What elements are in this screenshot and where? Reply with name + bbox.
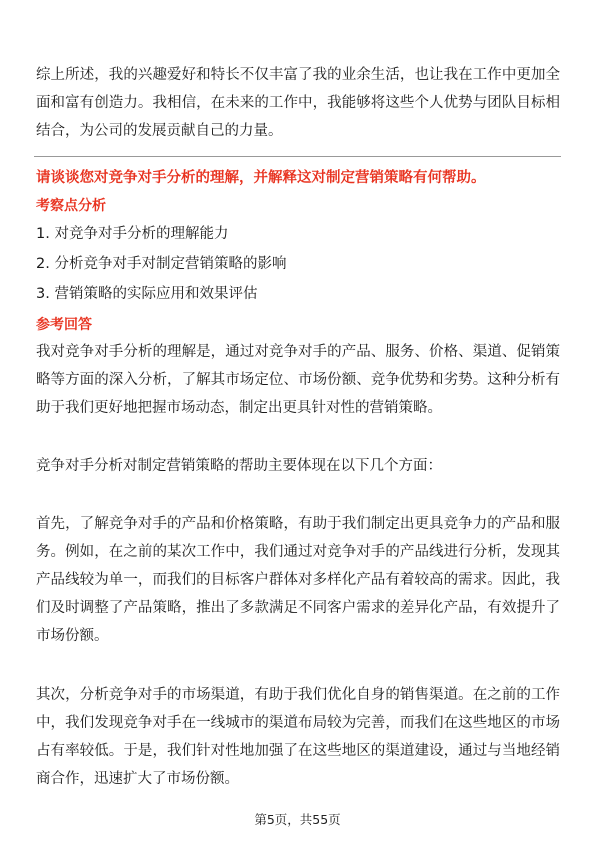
analysis-point: 2. 分析竞争对手对制定营销策略的影响 — [36, 256, 287, 272]
intro-paragraph: 综上所述，我的兴趣爱好和特长不仅丰富了我的业余生活，也让我在工作中更加全面和富有创造力。我相信，在未来的工作中，我能够将这些个人优势与团队目标相结合，为公司的发展贡献自己的力量。 — [36, 67, 560, 139]
analysis-heading: 考察点分析 — [36, 198, 106, 214]
page-number: 第5页，共55页 — [254, 812, 341, 827]
interview-question: 请谈谈您对竞争对手分析的理解，并解释这对制定营销策略有何帮助。 — [36, 170, 486, 186]
answer-heading: 参考回答 — [36, 317, 92, 333]
analysis-point: 3. 营销策略的实际应用和效果评估 — [36, 286, 258, 302]
section-divider — [34, 156, 561, 157]
analysis-point: 1. 对竞争对手分析的理解能力 — [36, 226, 229, 242]
answer-paragraph: 其次，分析竞争对手的市场渠道，有助于我们优化自身的销售渠道。在之前的工作中，我们发现竞争对手在一线城市的渠道布局较为完善，而我们在这些地区的市场占有率较低。于是，我们针对性地加强了在这些地区的渠道建设，通过与当地经销商合作，迅速扩大了市场份额。 — [36, 687, 560, 787]
answer-paragraph: 竞争对手分析对制定营销策略的帮助主要体现在以下几个方面： — [36, 458, 442, 474]
answer-paragraph: 我对竞争对手分析的理解是，通过对竞争对手的产品、服务、价格、渠道、促销策略等方面的深入分析，了解其市场定位、市场份额、竞争优势和劣势。这种分析有助于我们更好地把握市场动态，制定出更具针对性的营销策略。 — [36, 344, 560, 416]
answer-paragraph: 首先，了解竞争对手的产品和价格策略，有助于我们制定出更具竞争力的产品和服务。例如，在之前的某次工作中，我们通过对竞争对手的产品线进行分析，发现其产品线较为单一，而我们的目标客户群体对多样化产品有着较高的需求。因此，我们及时调整了产品策略，推出了多款满足不同客户需求的差异化产品，有效提升了市场份额。 — [36, 516, 560, 644]
